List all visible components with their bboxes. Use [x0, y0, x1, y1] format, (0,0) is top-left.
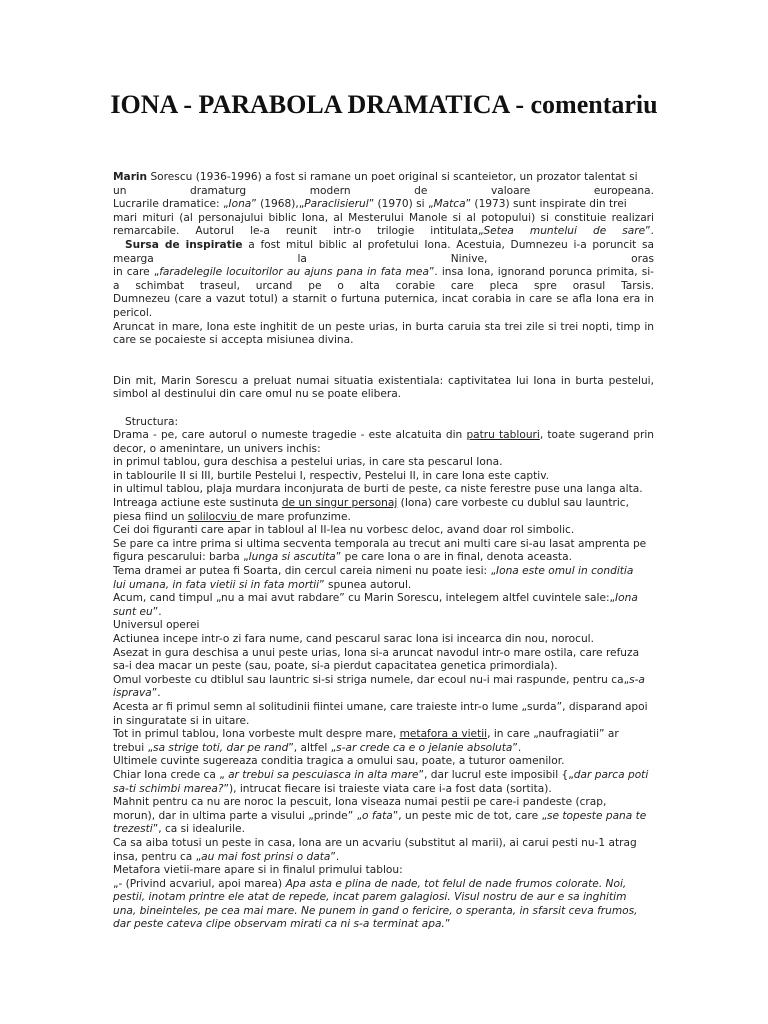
- paragraph-line: Chiar Iona crede ca „ ar trebui sa pescuiasca in alta mare”, dar lucrul este imposibil {„dar parca poti: [113, 768, 649, 781]
- paragraph-line: simbol al destinului din care omul nu se poate elibera.: [113, 388, 402, 401]
- section-heading: Universul operei: [113, 619, 200, 632]
- paragraph-line: trezesti”, ca si idealurile.: [113, 823, 245, 836]
- paragraph-line: Din mit, Marin Sorescu a preluat numai situatia existentiala: captivitatea lui Iona in burta pestelui,: [113, 374, 654, 387]
- paragraph-line: in care „faradelegile locuitorilor au ajuns pana in fata mea”. insa Iona, ignorand porunca primita, si-: [113, 266, 654, 279]
- paragraph-line: in tablourile II si III, burtile Pestelui I, respectiv, Pestelui II, in care Iona este captiv.: [113, 469, 550, 482]
- paragraph-line: un dramaturg modern de valoare europeana.: [113, 184, 654, 197]
- paragraph-line: mari mituri (al personajului biblic Iona, al Mesterului Manole si al potopului) si constituie realizari: [113, 211, 654, 224]
- section-label: Sursa de inspiratie: [125, 238, 243, 251]
- paragraph-line: morun), dar in ultima parte a visului „prinde” „o fata”, un peste mic de tot, care „se topeste pana te: [113, 809, 647, 822]
- document-body: [113, 171, 654, 932]
- paragraph-line: remarcabile. Autorul le-a reunit intr-o trilogie intitulata„Setea muntelui de sare”.: [113, 225, 654, 238]
- paragraph-line: mearga la Ninive, oras: [113, 252, 654, 265]
- paragraph-line: sa-i dea macar un peste (sau, poate, si-a pierdut capacitatea genetica primordiala).: [113, 660, 558, 673]
- paragraph-line: in singuratate si in uitare.: [113, 714, 250, 727]
- paragraph-line: Mahnit pentru ca nu are noroc la pescuit, Iona viseaza numai pestii pe care-i pandeste (crap,: [113, 796, 607, 809]
- spacer: [113, 348, 654, 375]
- paragraph-line: Actiunea incepe intr-o zi fara nume, cand pescarul sarac Iona isi incearca din nou, norocul.: [113, 633, 594, 645]
- paragraph-line: in ultimul tablou, plaja murdara inconjurata de burti de peste, ca niste ferestre puse una langa alta.: [113, 483, 643, 496]
- paragraph-line: Intreaga actiune este sustinuta de un singur personaj (Iona) care vorbeste cu dublul sau launtric,: [113, 497, 629, 510]
- paragraph-line: Ca sa aiba totusi un peste in casa, Iona are un acvariu (substitut al marii), ai carui pesti nu-1 atrag: [113, 836, 637, 849]
- paragraph-line: Tot in primul tablou, Iona vorbeste mult despre mare, metafora a vietii, in care „naufragiatii” ar: [113, 728, 619, 741]
- paragraph-line: in primul tablou, gura deschisa a pestelui urias, in care sta pescarul Iona.: [113, 456, 503, 469]
- paragraph-line: figura pescarului: barba „lunga si ascutita” pe care Iona o are in final, denota aceasta.: [113, 551, 572, 564]
- paragraph-line: Ultimele cuvinte sugereaza conditia tragica a omului sau, poate, a tuturor oamenilor.: [113, 755, 565, 768]
- paragraph-line: Asezat in gura deschisa a unui peste urias, Iona si-a aruncat navodul intr-o mare ostila, care refuza: [113, 646, 640, 659]
- paragraph-line: Se pare ca intre prima si ultima secventa temporala au trecut ani multi care si-au lasat amprenta pe: [113, 537, 647, 550]
- quote-line: pestii, inotam printre ele atat de repede, incat parem galagiosi. Visul nostru de aur e sa inghitim: [113, 891, 627, 904]
- intro-section: [113, 171, 654, 348]
- paragraph-line: decor, o amenintare, un univers inchis:: [113, 442, 321, 455]
- paragraph-line: insa, pentru ca „au mai fost prinsi o data”.: [113, 850, 340, 863]
- paragraph-line: Omul vorbeste cu dtiblul sau launtric si-si striga numele, dar ecoul nu-i mai raspunde, pentru ca„s-a: [113, 673, 645, 686]
- paragraph-line: trebui „sa strige toti, dar pe rand”, altfel „s-ar crede ca e o jelanie absoluta”.: [113, 741, 522, 754]
- quote-line: „- (Privind acvariul, apoi marea) Apa asta e plina de nade, tot felul de nade frumos colorate. Noi,: [113, 877, 627, 890]
- spacer: [113, 402, 654, 416]
- quote-line: dar peste cateva clipe observam mirati ca ni s-a terminat apa.”: [113, 918, 451, 931]
- paragraph-line: Acesta ar fi primul semn al solitudinii fiintei umane, care traieste intr-o lume „surda”, disparand apoi: [113, 700, 648, 713]
- quote-line: una, bineinteles, pe cea mai mare. Ne punem in gand o fericire, o speranta, in sfarsit ceva frumos,: [113, 904, 638, 917]
- universe-section: [113, 619, 654, 932]
- paragraph-line: Tema dramei ar putea fi Soarta, din cercul careia nimeni nu poate iesi: „Iona este omul in conditia: [113, 565, 634, 578]
- paragraph-line: sa-ti schimbi marea?”), intrucat fiecare isi traieste viata care i-a fost data (sortita).: [113, 782, 552, 795]
- paragraph-line: Lucrarile dramatice: „Iona” (1968),„Paraclisierul” (1970) si „Matca” (1973) sunt inspirate din trei: [113, 198, 627, 211]
- paragraph-line: isprava”.: [113, 687, 161, 700]
- myth-section: [113, 375, 654, 402]
- paragraph-line: care se pocaieste si accepta misiunea divina.: [113, 334, 354, 347]
- paragraph-line: a schimbat traseul, urcand pe o alta corabie care pleca spre orasul Tarsis.: [113, 279, 654, 292]
- section-heading: Structura:: [125, 415, 179, 428]
- paragraph-line: Sursa de inspiratie a fost mitul biblic al profetului Iona. Acestuia, Dumnezeu i-a poruncit sa: [125, 238, 654, 251]
- paragraph-line: Marin Sorescu (1936-1996) a fost si ramane un poet original si scanteietor, un prozator talentat si: [113, 171, 638, 183]
- paragraph-line: Cei doi figuranti care apar in tabloul al II-lea nu vorbesc deloc, avand doar rol simbolic.: [113, 524, 575, 537]
- paragraph-line: lui umana, in fata vietii si in fata mortii” spunea autorul.: [113, 578, 412, 591]
- author-name: Marin: [113, 171, 148, 183]
- paragraph-line: sunt eu”.: [113, 605, 162, 618]
- paragraph-line: Aruncat in mare, Iona este inghitit de un peste urias, in burta caruia sta trei zile si trei nopti, timp in: [113, 320, 654, 333]
- paragraph-line: piesa fiind un solilocviu de mare profunzime.: [113, 510, 351, 523]
- paragraph-line: Metafora vietii-mare apare si in finalul primului tablou:: [113, 864, 403, 877]
- paragraph-line: pericol.: [113, 306, 153, 319]
- paragraph-line: Acum, cand timpul „nu a mai avut rabdare” cu Marin Sorescu, intelegem altfel cuvintele sale:„Iona: [113, 592, 638, 605]
- structure-section: [113, 416, 654, 620]
- paragraph-line: Drama - pe, care autorul o numeste tragedie - este alcatuita din patru tablouri, toate sugerand prin: [113, 429, 654, 442]
- document-title: IONA - PARABOLA DRAMATICA - comentariu: [110, 90, 658, 119]
- paragraph-line: Dumnezeu (care a vazut totul) a starnit o furtuna puternica, incat corabia in care se afla Iona era in: [113, 293, 654, 306]
